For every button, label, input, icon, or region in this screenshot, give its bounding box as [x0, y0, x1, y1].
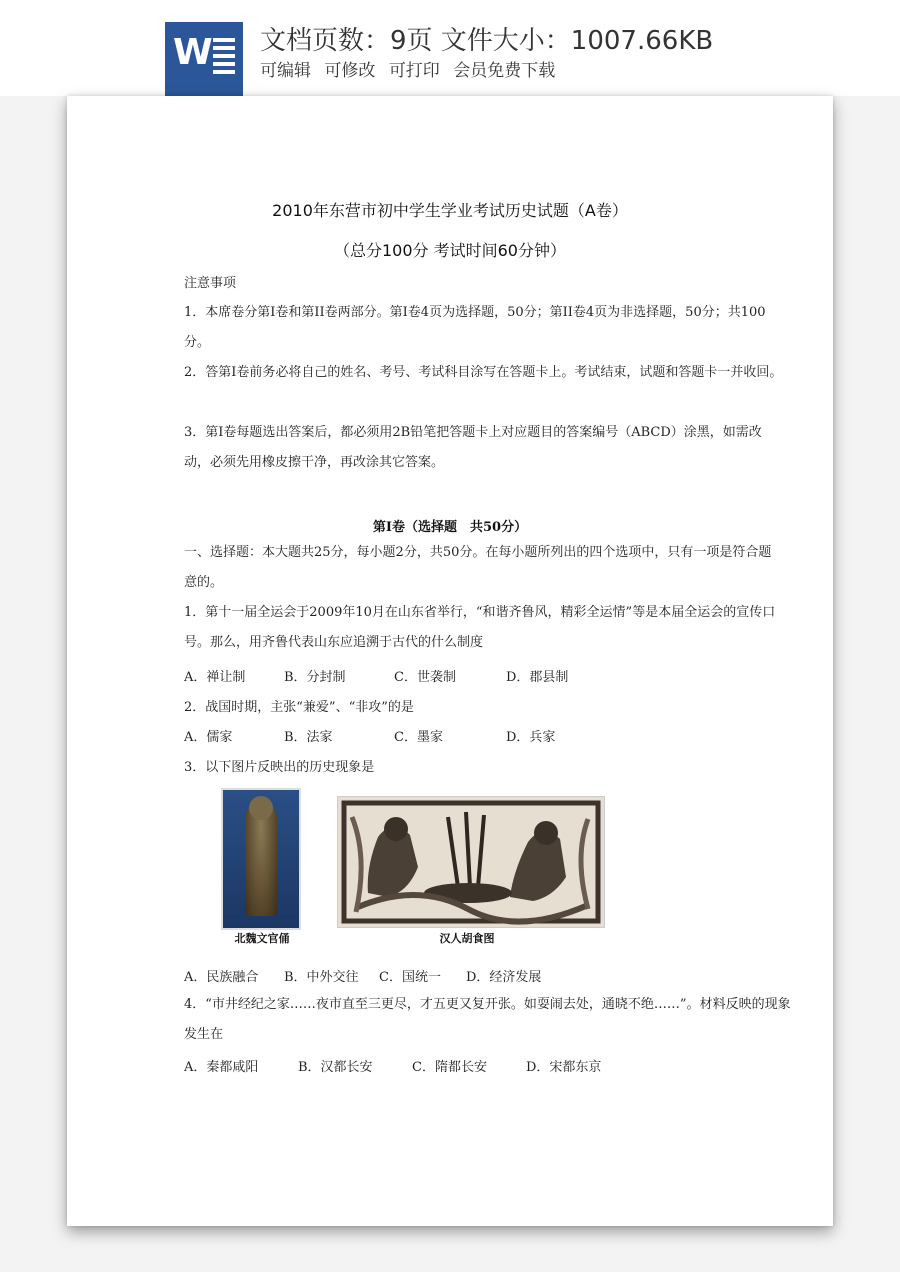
option: B．法家 [284, 730, 333, 745]
option: C．墨家 [394, 730, 443, 745]
question-stem: 3．以下图片反映出的历史现象是 [184, 760, 375, 775]
exam-subtitle: （总分100分 考试时间60分钟） [334, 241, 566, 260]
option: D．郡县制 [506, 670, 569, 685]
feature-free-download: 会员免费下载 [453, 61, 556, 81]
question-options [184, 726, 555, 745]
feature-editable: 可编辑 [260, 61, 311, 81]
question-stem: 2．战国时期，主张“兼爱”、“非攻”的是 [184, 700, 414, 715]
feature-printable: 可打印 [388, 61, 440, 81]
mural-painting [337, 796, 605, 928]
notice-item: 1．本席卷分第Ⅰ卷和第II卷两部分。第Ⅰ卷4页为选择题，50分；第II卷4页为非选择题，50分；共100分。 [184, 305, 766, 350]
option: C．国统一 [379, 970, 441, 985]
option: C．隋都长安 [412, 1060, 487, 1075]
option: B．中外交往 [284, 970, 359, 985]
question-options [184, 1056, 601, 1075]
option: D．经济发展 [466, 970, 542, 985]
notice-item: 2．答第Ⅰ卷前务必将自己的姓名、考号、考试科目涂写在答题卡上。考试结束，试题和答题卡一并收回。 [184, 365, 783, 380]
question-stem: 1．第十一届全运会于2009年10月在山东省举行，“和谐齐鲁风，精彩全运情”等是本届全运会的宣传口号。那么，用齐鲁代表山东应追溯于古代的什么制度 [184, 605, 776, 650]
download-banner [0, 0, 900, 96]
word-file-icon [165, 22, 243, 96]
exam-title: 2010年东营市初中学生学业考试历史试题（A卷） [272, 201, 628, 220]
word-logo-letter: W [173, 32, 213, 73]
option: A．儒家 [184, 730, 233, 745]
feature-list [260, 56, 563, 81]
option: B．分封制 [284, 670, 346, 685]
option: B．汉都长安 [298, 1060, 373, 1075]
section-intro: 一、选择题：本大题共25分，每小题2分，共50分。在每小题所列出的四个选项中，只有一项是符合题意的。 [184, 545, 772, 590]
option: A．禅让制 [184, 670, 246, 685]
file-info-title: 文档页数：9页 文件大小：1007.66KB [260, 26, 714, 56]
question-options [184, 666, 568, 685]
option: C．世袭制 [394, 670, 456, 685]
notice-item: 3．第Ⅰ卷每题选出答案后，都必须用2B铅笔把答题卡上对应题目的答案编号（ABCD）涂黑，如需改动，必须先用橡皮擦干净，再改涂其它答案。 [184, 425, 762, 470]
question-stem: 4．“市井经纪之家……夜市直至三更尽，才五更又复开张。如耍闹去处，通晓不绝……”。材料反映的现象发生在 [184, 997, 791, 1042]
feature-modifiable: 可修改 [324, 61, 376, 81]
document-page [67, 96, 833, 1226]
option: D．兵家 [506, 730, 556, 745]
statue-photo [221, 788, 301, 930]
option: D．宋都东京 [526, 1060, 602, 1075]
section-title: 第Ⅰ卷（选择题 共50分） [372, 520, 528, 535]
image-caption: 汉人胡食图 [439, 932, 495, 945]
notice-heading: 注意事项 [184, 276, 237, 291]
image-caption: 北魏文官俑 [234, 932, 290, 945]
question-options [184, 966, 541, 985]
option: A．秦都咸阳 [184, 1060, 259, 1075]
option: A．民族融合 [184, 970, 259, 985]
